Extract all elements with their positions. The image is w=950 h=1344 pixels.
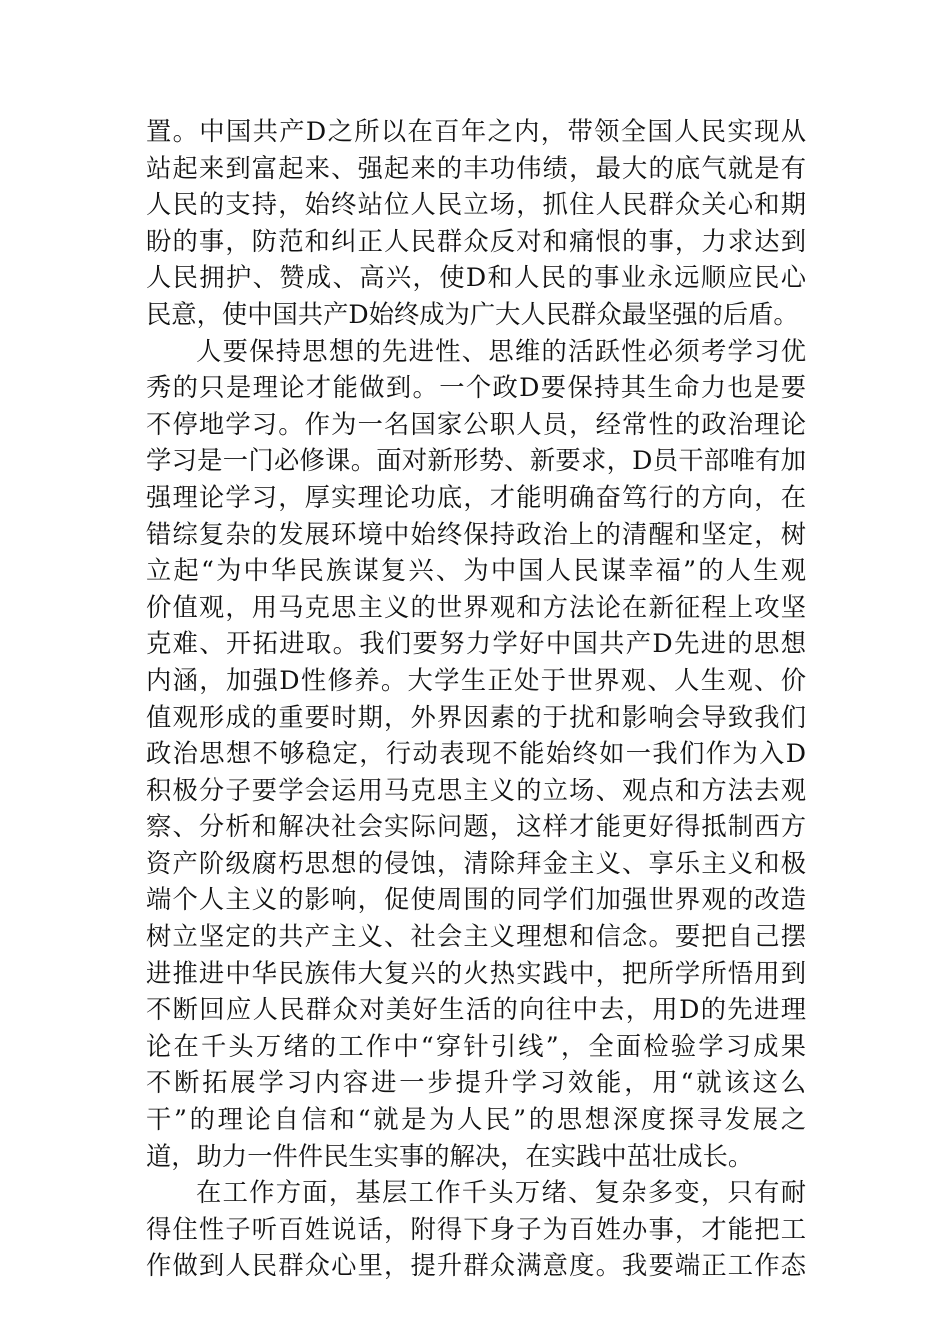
text-line: 强理论学习，厚实理论功底，才能明确奋笃行的方向，在 bbox=[146, 482, 806, 512]
text-line: 不停地学习。作为一名国家公职人员，经常性的政治理论 bbox=[146, 409, 806, 439]
text-line: 民意，使中国共产D始终成为广大人民群众最坚强的后盾。 bbox=[146, 299, 799, 329]
body-text bbox=[146, 114, 806, 1285]
text-line: 道，助力一件件民生实事的解决，在实践中茁壮成长。 bbox=[146, 1141, 754, 1171]
text-line: 进推进中华民族伟大复兴的火热实践中，把所学所悟用到 bbox=[146, 958, 806, 988]
text-line: 树立坚定的共产主义、社会主义理想和信念。要把自己摆 bbox=[146, 922, 806, 952]
text-line: 值观形成的重要时期，外界因素的于扰和影响会导致我们 bbox=[146, 702, 806, 732]
text-line: 人民拥护、赞成、高兴，使D和人民的事业永远顺应民心 bbox=[146, 263, 806, 293]
text-line: 秀的只是理论才能做到。一个政D要保持其生命力也是要 bbox=[146, 373, 806, 403]
text-line: 论在千头万绪的工作中“穿针引线”，全面检验学习成果 bbox=[146, 1031, 806, 1061]
text-line: 端个人主义的影响，促使周围的同学们加强世界观的改造 bbox=[146, 885, 806, 915]
text-line: 不断回应人民群众对美好生活的向往中去，用D的先进理 bbox=[146, 995, 806, 1025]
text-line: 不断拓展学习内容进一步提升学习效能，用“就该这么 bbox=[146, 1068, 806, 1098]
text-line: 政治思想不够稳定，行动表现不能始终如一我们作为入D bbox=[146, 739, 806, 769]
text-line: 人要保持思想的先进性、思维的活跃性必须考学习优 bbox=[196, 336, 806, 366]
text-line: 价值观，用马克思主义的世界观和方法论在新征程上攻坚 bbox=[146, 592, 806, 622]
text-line: 克难、开拓进取。我们要努力学好中国共产D先进的思想 bbox=[146, 629, 806, 659]
text-line: 站起来到富起来、强起来的丰功伟绩，最大的底气就是有 bbox=[146, 153, 806, 183]
text-line: 立起“为中华民族谋复兴、为中国人民谋幸福”的人生观 bbox=[146, 556, 806, 586]
text-line: 得住性子听百姓说话，附得下身子为百姓办事，才能把工 bbox=[146, 1214, 806, 1244]
text-line: 积极分子要学会运用马克思主义的立场、观点和方法去观 bbox=[146, 775, 806, 805]
text-line: 内涵，加强D性修养。大学生正处于世界观、人生观、价 bbox=[146, 665, 806, 695]
text-line: 资产阶级腐朽思想的侵蚀，清除拜金主义、享乐主义和极 bbox=[146, 848, 806, 878]
text-line: 在工作方面，基层工作千头万绪、复杂多变，只有耐 bbox=[196, 1178, 806, 1208]
text-line: 盼的事，防范和纠正人民群众反对和痛恨的事，力求达到 bbox=[146, 226, 806, 256]
text-line: 人民的支持，始终站位人民立场，抓住人民群众关心和期 bbox=[146, 190, 806, 220]
text-line: 置。中国共产D之所以在百年之内，带领全国人民实现从 bbox=[146, 117, 806, 146]
text-line: 错综复杂的发展环境中始终保持政治上的清醒和坚定，树 bbox=[146, 519, 806, 549]
text-line: 干”的理论自信和“就是为人民”的思想深度探寻发展之 bbox=[146, 1105, 806, 1135]
text-line: 察、分析和解决社会实际问题，这样才能更好得抵制西方 bbox=[146, 812, 806, 842]
text-line: 学习是一门必修课。面对新形势、新要求，D员干部唯有加 bbox=[146, 446, 806, 476]
text-line: 作做到人民群众心里，提升群众满意度。我要端正工作态 bbox=[146, 1251, 806, 1281]
